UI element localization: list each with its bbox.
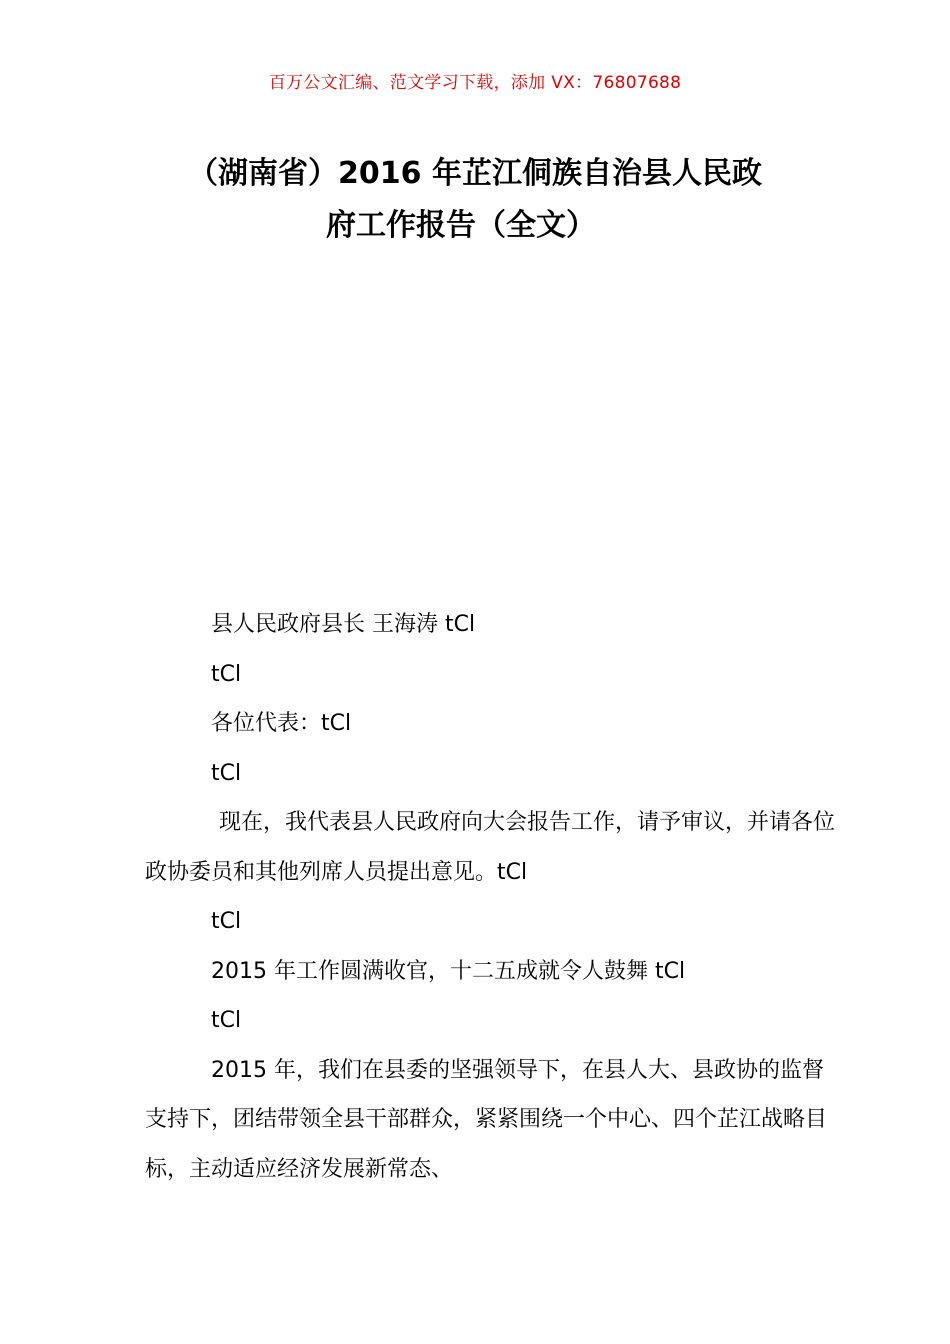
paragraph-salutation: 各位代表：tCl [211, 711, 352, 736]
paragraph-marker: tCl [211, 1008, 242, 1033]
paragraph-author: 县人民政府县长 王海涛 tCl [211, 612, 476, 637]
paragraph-marker: tCl [211, 661, 242, 687]
document-body [145, 600, 835, 1194]
paragraph-marker: tCl [211, 909, 242, 934]
title-line-2: 府工作报告（全文） [326, 208, 596, 243]
download-banner: 百万公文汇编、范文学习下载，添加 VX：76807688 [268, 73, 682, 93]
paragraph-marker: tCl [211, 760, 242, 786]
paragraph-review-2015: 2015 年，我们在县委的坚强领导下，在县人大、县政协的监督支持下，团结带领全县干部群众，紧紧围绕一个中心、四个芷江战略目标，主动适应经济发展新常态、 [145, 1057, 828, 1182]
title-line-1: （湖南省）2016 年芷江侗族自治县人民政 [188, 156, 762, 191]
document-title [0, 148, 950, 252]
paragraph-section-heading: 2015 年工作圆满收官，十二五成就令人鼓舞 tCl [211, 958, 686, 984]
paragraph-intro: 现在，我代表县人民政府向大会报告工作，请予审议，并请各位政协委员和其他列席人员提出意见。tCl [145, 810, 836, 885]
